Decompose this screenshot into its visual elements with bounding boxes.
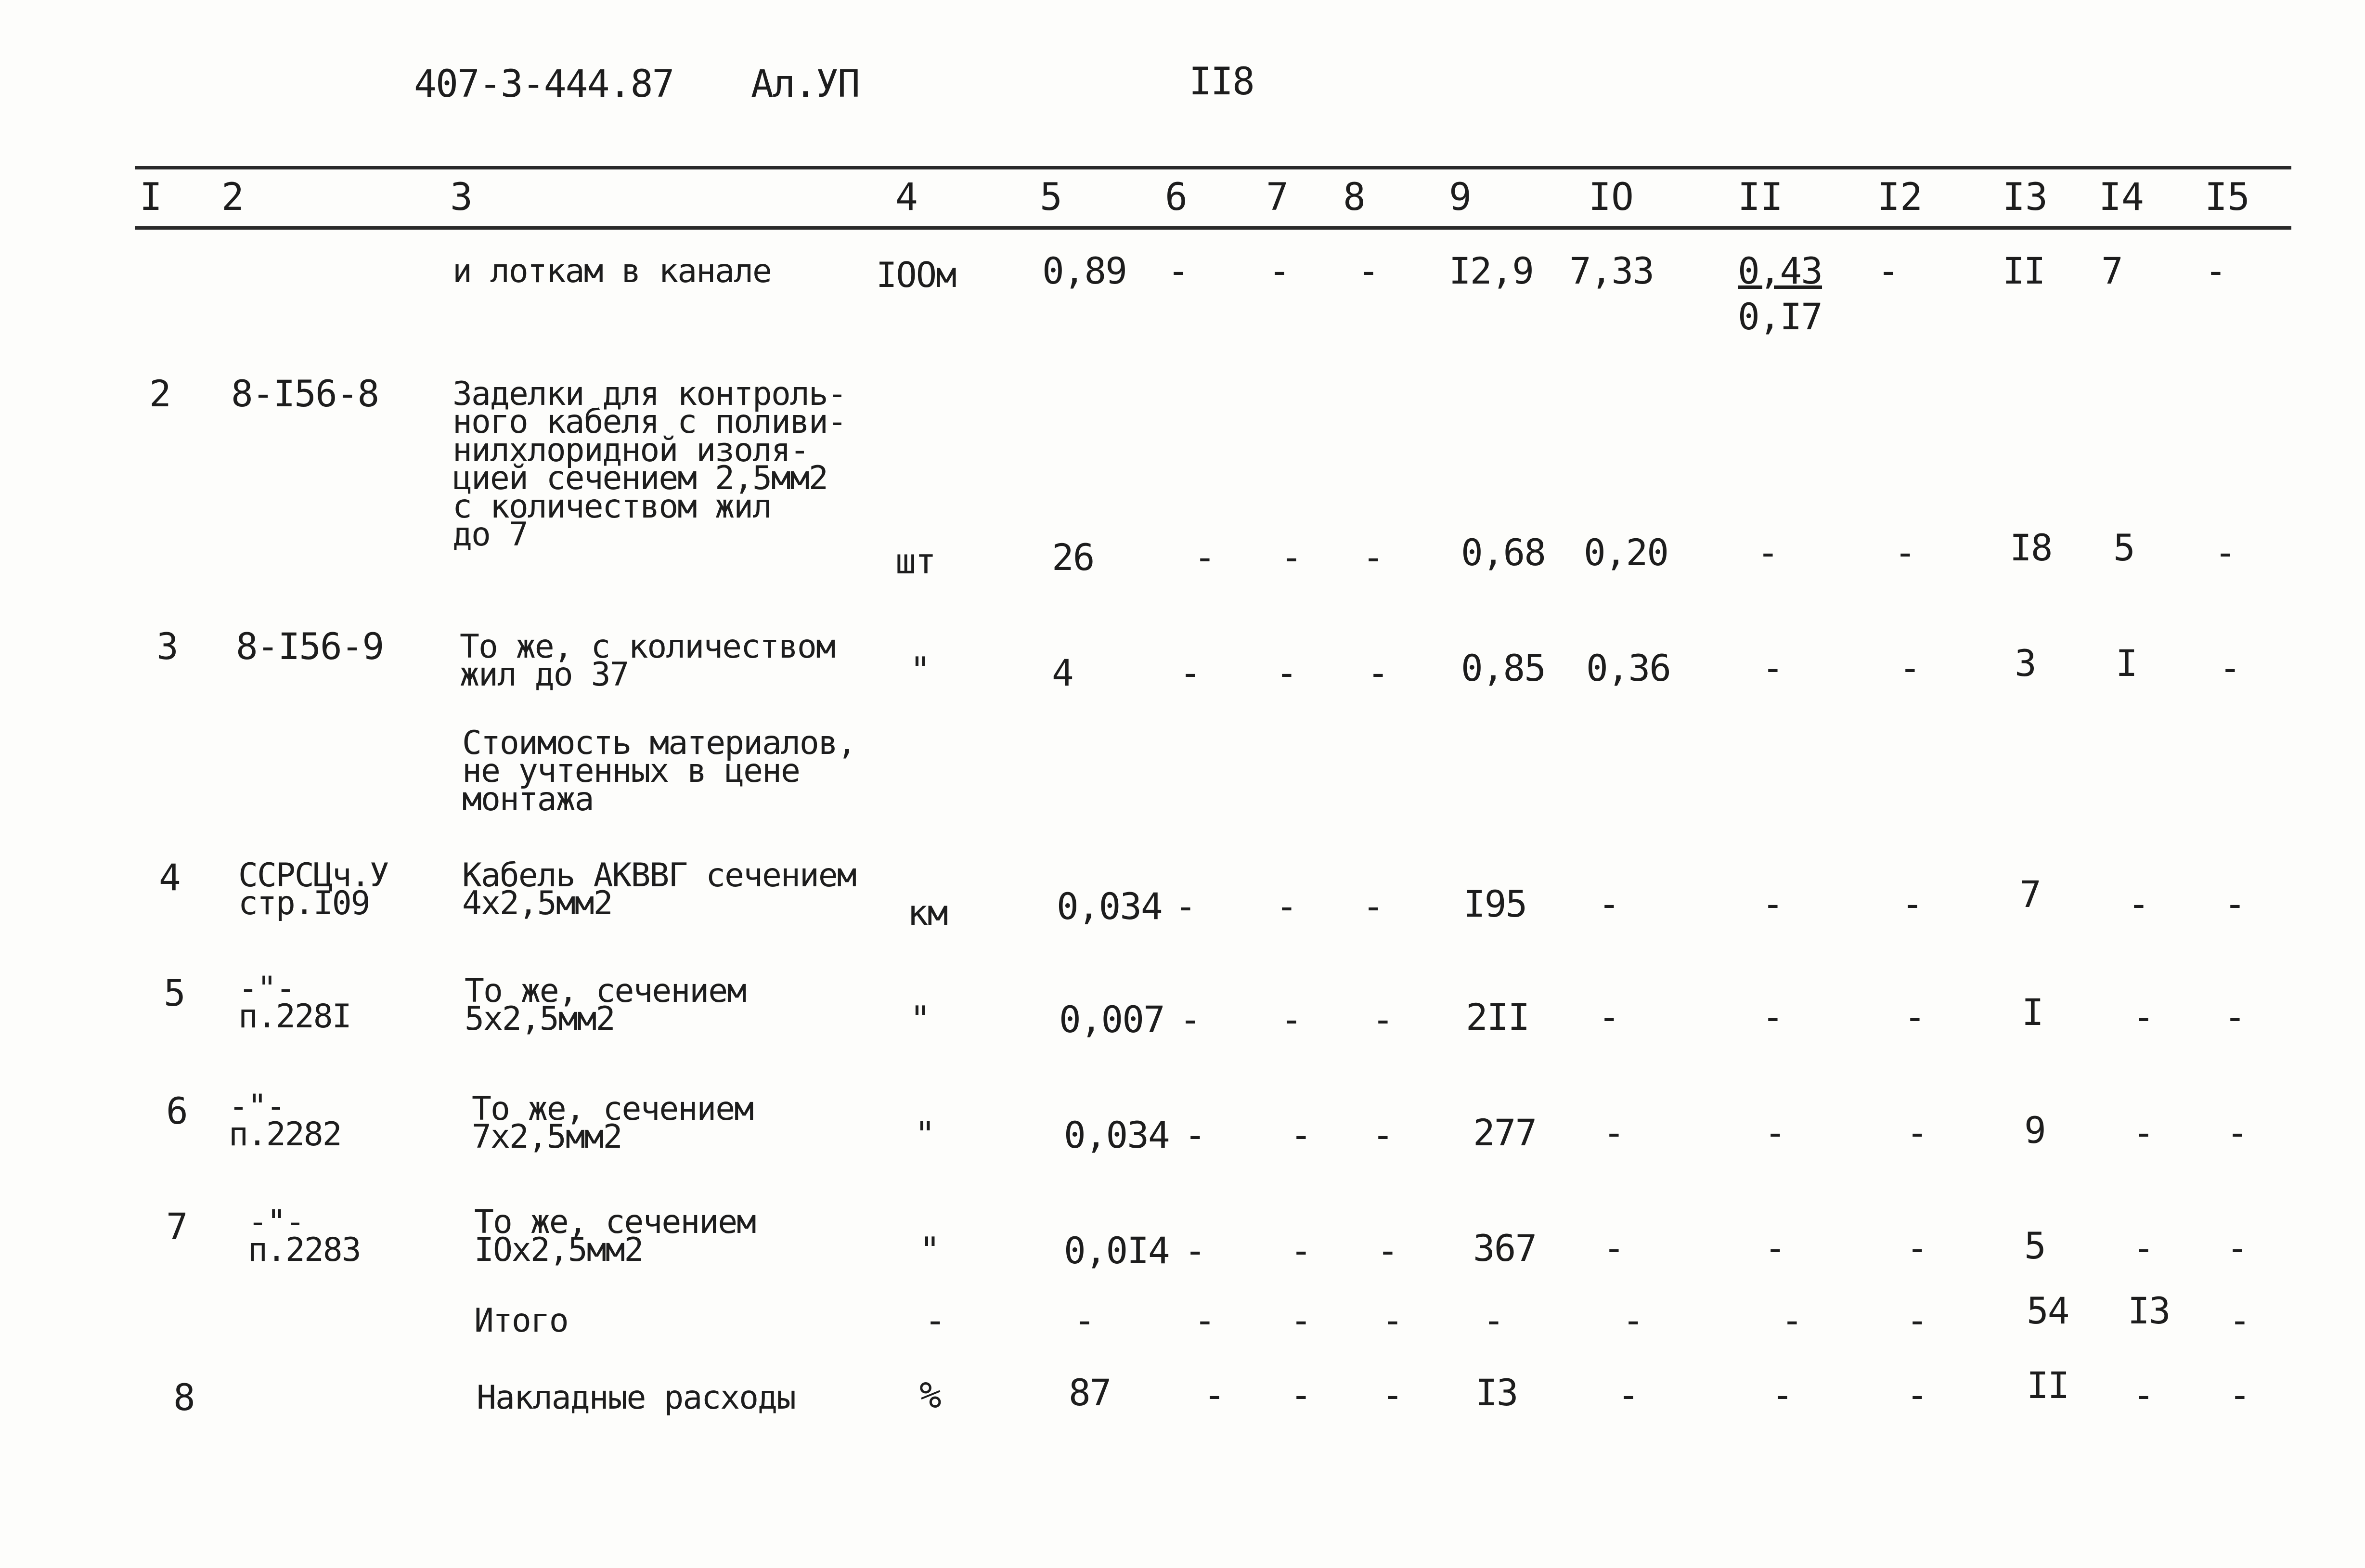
row-col12: - — [1906, 1111, 1927, 1154]
row-col15: - — [2224, 882, 2245, 925]
row-col8: - — [1382, 1374, 1403, 1416]
row-col8: - — [1362, 885, 1383, 928]
row-quantity: 0,007 — [1059, 998, 1164, 1041]
row-col11: - — [1762, 996, 1783, 1038]
row-col7: - — [1276, 651, 1297, 694]
row-col6: - — [1179, 998, 1201, 1041]
row-unit: IOOм — [876, 255, 956, 295]
row-col9: I2,9 — [1449, 249, 1534, 292]
row-description: Итого — [474, 1302, 568, 1340]
row-quantity: 0,034 — [1057, 885, 1162, 928]
row-col8: - — [1357, 249, 1379, 292]
row-col14: - — [2132, 996, 2154, 1038]
column-number: I4 — [2099, 176, 2144, 219]
column-number: IO — [1589, 176, 1634, 219]
row-col11: 0,43 — [1738, 249, 1822, 292]
row-description: и лоткам в канале — [452, 252, 771, 290]
row-col12: - — [1901, 882, 1923, 925]
row-col15: - — [2229, 1374, 2250, 1416]
row-col9: 367 — [1473, 1227, 1537, 1270]
row-quantity: 0,0I4 — [1064, 1229, 1169, 1272]
row-col12: - — [1906, 1227, 1927, 1270]
column-number: 5 — [1040, 176, 1062, 219]
column-number: I2 — [1877, 176, 1923, 219]
row-col12: - — [1906, 1374, 1927, 1416]
row-col14: - — [2132, 1374, 2154, 1416]
row-col14: I — [2116, 642, 2137, 685]
document-code: 407-3-444.87 — [414, 63, 674, 106]
row-col8: - — [1372, 1114, 1393, 1156]
row-col7: - — [1280, 998, 1302, 1041]
row-col6: - — [1184, 1229, 1205, 1272]
row-col9: I95 — [1463, 882, 1527, 925]
row-col12: - — [1906, 1299, 1927, 1342]
row-col10: 7,33 — [1569, 249, 1654, 292]
row-col14: - — [2128, 882, 2149, 925]
row-col12: - — [1877, 249, 1899, 292]
row-col6: - — [1167, 249, 1189, 292]
column-number: I — [140, 176, 162, 219]
row-col10: - — [1622, 1299, 1643, 1342]
row-description: То же, с количеством жил до 37 — [460, 628, 835, 694]
row-quantity: - — [1073, 1299, 1095, 1342]
row-number: 5 — [164, 972, 185, 1014]
row-col10: - — [1598, 996, 1619, 1038]
row-code: -"- п.2282 — [229, 1088, 341, 1154]
row-col9: 0,68 — [1461, 531, 1546, 574]
column-number: 9 — [1449, 176, 1472, 219]
row-description: То же, сечением IOх2,5мм2 — [474, 1203, 756, 1270]
row-unit: " — [919, 1230, 940, 1270]
row-col6: - — [1194, 1299, 1215, 1342]
row-quantity: 4 — [1052, 651, 1073, 694]
column-number: 8 — [1343, 176, 1366, 219]
row-col10: - — [1603, 1111, 1624, 1154]
row-col15: - — [2229, 1299, 2250, 1342]
row-col9: 0,85 — [1461, 647, 1546, 689]
row-unit: " — [910, 649, 930, 690]
row-col9: - — [1483, 1299, 1504, 1342]
row-code: 8-I56-9 — [236, 625, 384, 668]
row-col6: - — [1194, 536, 1215, 579]
row-col11-second: 0,I7 — [1738, 295, 1822, 338]
section-heading: Стоимость материалов, не учтенных в цене монтажа — [462, 724, 856, 818]
page-number: II8 — [1189, 60, 1254, 104]
row-col6: - — [1203, 1374, 1225, 1416]
row-col13: 9 — [2024, 1109, 2045, 1152]
row-col15: - — [2224, 996, 2245, 1038]
row-number: 3 — [156, 625, 178, 668]
row-col11: - — [1781, 1299, 1802, 1342]
row-col10: - — [1598, 882, 1619, 925]
album-number: Ал.УП — [751, 63, 859, 106]
column-number: 6 — [1165, 176, 1188, 219]
row-col11: - — [1764, 1227, 1785, 1270]
row-code: ССРСЦч.У стр.I09 — [238, 856, 388, 923]
row-col14: - — [2132, 1227, 2154, 1270]
row-col14: - — [2132, 1111, 2154, 1154]
row-col12: - — [1899, 647, 1920, 689]
row-code: -"- п.2283 — [248, 1203, 361, 1270]
row-number: 7 — [166, 1205, 187, 1248]
row-unit: км — [907, 893, 947, 933]
row-col13: 5 — [2024, 1224, 2045, 1267]
row-col7: - — [1268, 249, 1290, 292]
row-col7: - — [1276, 885, 1297, 928]
header-bottom-rule — [135, 226, 2291, 230]
row-unit: - — [924, 1299, 945, 1342]
row-col7: - — [1290, 1374, 1311, 1416]
row-description: То же, сечением 5х2,5мм2 — [465, 972, 746, 1038]
row-unit: " — [915, 1114, 935, 1154]
row-number: 2 — [149, 372, 170, 415]
row-col10: 0,20 — [1584, 531, 1668, 574]
row-col8: - — [1377, 1229, 1398, 1272]
row-col13: II — [2027, 1364, 2069, 1407]
row-col14: 7 — [2101, 249, 2122, 292]
row-col14: I3 — [2128, 1289, 2170, 1332]
row-col10: - — [1617, 1374, 1639, 1416]
row-col13: 54 — [2027, 1289, 2069, 1332]
row-description: То же, сечением 7х2,5мм2 — [472, 1090, 753, 1156]
column-number: 4 — [895, 176, 918, 219]
row-col12: - — [1894, 531, 1915, 574]
column-number: II — [1738, 176, 1783, 219]
row-description: Накладные расходы — [477, 1379, 795, 1417]
row-quantity: 26 — [1052, 536, 1094, 579]
row-col15: - — [2219, 647, 2240, 689]
row-col10: 0,36 — [1586, 647, 1671, 689]
row-col8: - — [1382, 1299, 1403, 1342]
row-col11: - — [1771, 1374, 1793, 1416]
row-col11: - — [1764, 1111, 1785, 1154]
row-col8: - — [1372, 998, 1393, 1041]
row-number: 6 — [166, 1089, 187, 1132]
row-col13: II — [2003, 249, 2045, 292]
row-col6: - — [1184, 1114, 1205, 1156]
row-quantity: 87 — [1069, 1371, 1111, 1414]
row-col7: - — [1290, 1229, 1311, 1272]
row-col9: I3 — [1475, 1371, 1518, 1414]
row-col8: - — [1362, 536, 1383, 579]
header-top-rule — [135, 166, 2291, 169]
row-col9: 2II — [1466, 996, 1529, 1038]
row-col7: - — [1280, 536, 1302, 579]
row-col7: - — [1290, 1299, 1311, 1342]
column-number: I3 — [2003, 176, 2048, 219]
row-code: -"- п.228I — [238, 970, 351, 1036]
column-number: I5 — [2205, 176, 2250, 219]
row-col7: - — [1290, 1114, 1311, 1156]
row-number: 8 — [173, 1376, 194, 1419]
row-col11: - — [1762, 882, 1783, 925]
row-unit: шт — [895, 541, 935, 582]
row-number: 4 — [159, 856, 180, 899]
row-quantity: 0,89 — [1042, 249, 1127, 292]
row-col15: - — [2214, 531, 2236, 574]
row-col13: 3 — [2015, 642, 2036, 685]
row-col13: I — [2022, 991, 2043, 1034]
row-col12: - — [1904, 996, 1925, 1038]
row-quantity: 0,034 — [1064, 1114, 1169, 1156]
row-col6: - — [1175, 885, 1196, 928]
row-col11: - — [1762, 647, 1783, 689]
row-unit: % — [919, 1374, 941, 1416]
column-number: 3 — [450, 176, 473, 219]
column-number: 2 — [221, 176, 244, 219]
row-col13: 7 — [2019, 873, 2041, 916]
row-description: Кабель АКВВГ сечением 4х2,5мм2 — [462, 856, 856, 923]
row-col14: 5 — [2113, 526, 2134, 569]
row-col15: - — [2205, 249, 2226, 292]
row-description: Заделки для контроль- ного кабеля с поливи- нилхлоридной изоля- цией сечением 2,5мм2 с количеством жил до 7 — [452, 375, 846, 554]
row-col6: - — [1179, 651, 1201, 694]
row-col13: I8 — [2010, 526, 2052, 569]
row-col9: 277 — [1473, 1111, 1537, 1154]
row-col8: - — [1367, 651, 1388, 694]
row-unit: " — [910, 998, 930, 1039]
row-col15: - — [2226, 1111, 2248, 1154]
row-col15: - — [2226, 1227, 2248, 1270]
row-code: 8-I56-8 — [231, 372, 379, 415]
column-number: 7 — [1266, 176, 1289, 219]
row-col11: - — [1757, 531, 1778, 574]
row-col10: - — [1603, 1227, 1624, 1270]
